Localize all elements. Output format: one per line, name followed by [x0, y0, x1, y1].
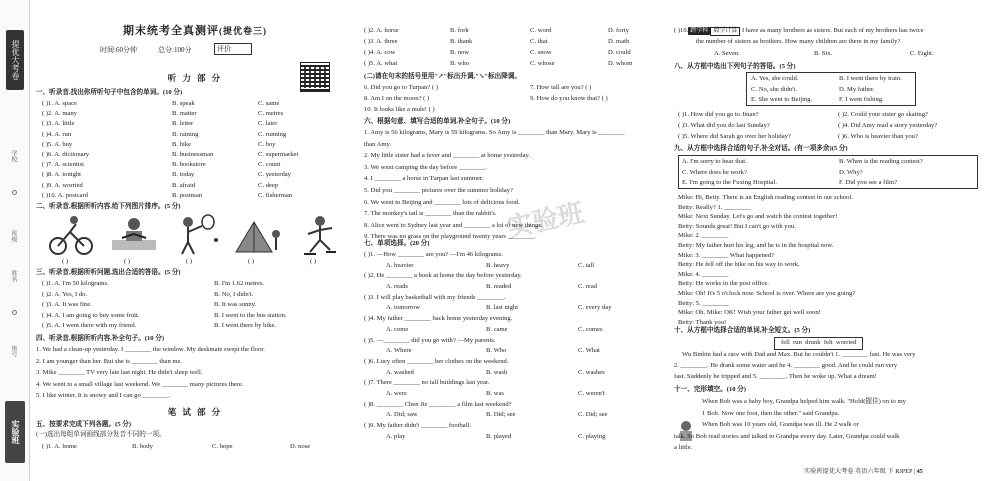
q4-sentence: 2. I am younger than her. But she is ________ than me.: [36, 357, 183, 365]
q6-sentence: 4. I ________ a horse in Turpan last summer.: [364, 175, 484, 183]
q5-option[interactable]: B. fork: [450, 27, 469, 34]
q7-option[interactable]: A. heavier: [386, 261, 414, 269]
q5b-item: 7. How tall are you? ( ): [530, 84, 592, 91]
q7-option[interactable]: C. tall: [578, 261, 595, 269]
q6-sentence: 8. Alice went to Sydney last year and ________ a lot of new things.: [364, 221, 543, 229]
q11-line: When Bob was a baby boy, Grandpa helped him walk. "Hold(握住) on to my: [702, 398, 906, 405]
q9-dialogue-line: Betty: He works in the post office.: [678, 280, 769, 288]
q7-question: ( )6. Lucy often ________ her clothes on the weekend.: [364, 358, 509, 365]
q7-question: ( )3. I will play basketball with my friends ________.: [364, 293, 506, 301]
q7-option[interactable]: A. Where: [386, 347, 412, 355]
exam-score: 总分:100分: [158, 46, 192, 54]
picture-camping-icon: [232, 214, 284, 256]
q3-option[interactable]: B. I'm 1.62 metres.: [214, 280, 265, 287]
q7-option[interactable]: C. Did; see: [578, 411, 608, 419]
q9-dialogue-line: Betty: He fell off the bike on his way to work.: [678, 261, 800, 269]
q9-box-choice: A. I'm sorry to hear that.: [682, 158, 747, 165]
q7-option[interactable]: B. readed: [486, 282, 512, 290]
q2-answer-bracket[interactable]: ( ): [248, 258, 255, 265]
q5-option[interactable]: B. thank: [450, 38, 473, 45]
binding-label-name: 姓名: [10, 270, 16, 282]
q5-option[interactable]: C. hope: [212, 443, 233, 450]
q5-option[interactable]: ( )2. A. horse: [364, 27, 399, 34]
q3-option[interactable]: B. I went to the bus station.: [214, 311, 287, 319]
q7-item-10-option[interactable]: B. Six.: [814, 50, 833, 57]
q5-subheading: (一)选出每组单词画线部分发音不同的一项。: [36, 431, 166, 438]
q7-option[interactable]: B. played: [486, 432, 512, 440]
q5-option[interactable]: D. nose: [290, 443, 311, 450]
q6-heading: 六、根据句意、填写合适的单词,补全句子。(10 分): [364, 118, 511, 125]
q9-box-choice: E. I'm going to the Fuxing Hospital.: [682, 179, 777, 187]
binding-logo: 实验班: [5, 401, 25, 463]
q8-box-choice: D. My father.: [839, 85, 875, 93]
q1-option[interactable]: C. supermarket: [258, 151, 299, 158]
q9-dialogue-line: Mike: Oh! It's 5 o'clock now. School is over. Where are you going?: [678, 290, 856, 297]
q5-option[interactable]: D. could: [608, 49, 631, 56]
q5-option[interactable]: B. body: [132, 443, 153, 450]
page-title: 期末统考全真测评(提优卷三): [123, 25, 267, 37]
q1-option[interactable]: ( )8. A. tonight: [42, 171, 82, 179]
q1-option[interactable]: ( )6. A. dictionary: [42, 151, 90, 158]
q7-option[interactable]: B. came: [486, 325, 508, 333]
q7-question: ( )7. There ________ no tall buildings last year.: [364, 379, 490, 387]
left-content: [36, 0, 354, 481]
q5-option[interactable]: C. whose: [530, 60, 555, 67]
q3-option[interactable]: ( )5. A. I went there with my friend.: [42, 322, 137, 329]
q1-option[interactable]: C. deep: [258, 181, 279, 189]
q2-heading: 二、听录音,根据所听内容,给下列图片排序。(5 分): [36, 203, 181, 210]
binding-brand: 提优大考卷: [6, 30, 24, 90]
q9-dialogue-line: Mike: Next Sunday. Let's go and watch the contest together!: [678, 213, 838, 221]
q9-dialogue-line: Betty: 5. ________: [678, 299, 729, 307]
q7-option[interactable]: C. washes: [578, 368, 605, 376]
q7-item-10-option[interactable]: C. Eight.: [910, 50, 934, 57]
q2-answer-bracket[interactable]: ( ): [62, 258, 69, 265]
q5-option[interactable]: D. forty: [608, 27, 629, 34]
q5-option[interactable]: C. word: [530, 27, 552, 34]
q9-dialogue-line: Betty: My father hurt his leg, and he is in the hospital now.: [678, 242, 834, 249]
binding-hole: [12, 190, 17, 195]
writing-section-title: 笔 试 部 分: [167, 407, 223, 417]
q5-option[interactable]: ( )1. A. home: [42, 443, 77, 450]
q6-sentence: than Amy.: [364, 140, 392, 148]
q1-option[interactable]: B. raining: [172, 130, 199, 138]
picture-cycling-icon: [46, 214, 98, 256]
binding-label-seat: 座号: [10, 345, 16, 357]
q3-option[interactable]: ( )3. A. It was fine.: [42, 301, 92, 308]
q7-question: ( )2. He ________ a book at home the day before yesterday.: [364, 272, 522, 280]
q5-option[interactable]: B. who: [450, 60, 470, 67]
q9-box-choice: D. Why?: [839, 168, 863, 176]
q5-option[interactable]: ( )5. A. what: [364, 60, 398, 67]
q3-option[interactable]: B. I went there by bike.: [214, 322, 277, 329]
q7-option[interactable]: C. What: [578, 347, 600, 355]
q1-option[interactable]: ( )5. A. buy: [42, 140, 73, 148]
q1-option[interactable]: B. letter: [172, 120, 194, 128]
q7-option[interactable]: B. Who: [486, 347, 507, 355]
q2-answer-bracket[interactable]: ( ): [310, 258, 317, 265]
q1-option[interactable]: C. same: [258, 100, 280, 107]
q7-option[interactable]: A. were: [386, 389, 407, 397]
picture-skating-icon: [294, 214, 346, 256]
q3-option[interactable]: ( )2. A. Yes, I do.: [42, 290, 88, 298]
q2-answer-bracket[interactable]: ( ): [186, 258, 193, 265]
q1-heading: 一、听录音,找出你所听句子中包含的单词。(10 分): [36, 89, 183, 96]
picture-tennis-icon: [170, 214, 222, 256]
q7-option[interactable]: B. wash: [486, 368, 508, 376]
q7-question: ( )9. My father didn't ________ football.: [364, 422, 472, 430]
q9-sentence-box: [678, 155, 978, 189]
q6-sentence: 7. The monkey's tail is ________ than the rabbit's.: [364, 210, 497, 218]
q8-item[interactable]: ( )6. Who is heavier than you?: [838, 132, 918, 140]
q11-line: a little.: [674, 444, 693, 451]
q4-sentence: 5. I like winter. It is snowy and I can go ________.: [36, 392, 171, 399]
q5b-item: 8. Am I on the moon? ( ): [364, 95, 430, 102]
q1-option[interactable]: B. matter: [172, 110, 197, 118]
q7-option[interactable]: A. reads: [386, 282, 408, 290]
q10-line: 2. ________. He drank some water and he 4. ________ good. And he could run very: [674, 362, 898, 369]
q4-sentence: 1. We had a clean-up yesterday. I ________ the window. My deskmate swept the floor.: [36, 346, 265, 353]
q1-option[interactable]: ( )3. A. little: [42, 120, 75, 128]
q8-box-choice: B. I went there by train.: [839, 75, 902, 82]
q1-option[interactable]: B. bookstore: [172, 161, 206, 169]
q7-question: ( )4. My father ________ back home yesterday evening.: [364, 315, 513, 323]
tag-math: 数学计算: [710, 27, 740, 36]
q3-option[interactable]: B. No, I didn't.: [214, 290, 254, 298]
q7-option[interactable]: C. comes: [578, 325, 603, 333]
page-middle: [356, 0, 668, 481]
q10-heading: 十、从方框中选择合适的单词,补全短文。(5 分): [674, 327, 811, 334]
q5-option[interactable]: ( )3. A. three: [364, 38, 398, 45]
q7-option[interactable]: A. play: [386, 432, 406, 440]
binding-label-school: 学校: [10, 150, 16, 162]
q9-dialogue-line: Betty: Sounds great! But I can't go with you.: [678, 222, 796, 230]
q6-sentence: 1. Amy is 56 kilograms, Mary is 59 kilograms. So Amy is ________ than Mary. Mary is ________: [364, 129, 625, 136]
q9-dialogue-line: Mike: 3. ________ What happened?: [678, 251, 775, 259]
q11-heading: 十一、完形填空。(10 分): [674, 386, 746, 393]
binding-hole: [12, 310, 17, 315]
binding-label-class: 班级: [10, 230, 16, 242]
exam-rating: 评价: [214, 43, 252, 55]
q7-item-10-option[interactable]: A. Seven.: [714, 50, 740, 57]
right-content: [674, 0, 996, 481]
q1-option[interactable]: ( )2. A. many: [42, 110, 77, 118]
q7-option[interactable]: A. washed: [386, 368, 414, 376]
q11-line: talk. So Bob read stories and talked to Grandpa every day. Later, Grandpa could walk: [674, 432, 900, 440]
middle-content: [364, 0, 664, 481]
q10-line: Wu Binbin had a race with Dad and Max. But he couldn't 1. ________ fast. He was very: [682, 351, 916, 358]
q5-option[interactable]: D. math: [608, 38, 630, 45]
q6-sentence: 5. Did you ________ pictures over the summer holiday?: [364, 187, 513, 194]
q7-option[interactable]: C. playing: [578, 432, 606, 440]
q5b-item: 9. How do you know that? ( ): [530, 95, 608, 102]
q7-option[interactable]: A. Did; saw: [386, 411, 418, 419]
q8-item[interactable]: ( )2. Could your sister go skating?: [838, 111, 928, 118]
q5b-heading: (二)请在句末的括号里用"↗"标出升调,"↘"标出降调。: [364, 73, 522, 80]
q7-item-10: ( )10. 跨学科 数学计算 I have as many brothers as sisters. But each of my brothers has twice: [674, 27, 924, 34]
page-footer: 实验班提优大考卷 英语六年级 下 RJPEP | 45: [804, 468, 923, 475]
picture-reading-icon: [108, 214, 160, 256]
q9-dialogue-line: Mike: Hi, Betty. There is an English reading contest in our school.: [678, 194, 853, 201]
page-right: [668, 0, 1000, 481]
q5-option[interactable]: C. that: [530, 38, 548, 45]
q1-option[interactable]: ( )7. A. scientist: [42, 161, 84, 169]
q1-option[interactable]: B. businessman: [172, 151, 214, 158]
q1-option[interactable]: B. postman: [172, 191, 203, 199]
q9-dialogue-line: Betty: Really? 1. ________: [678, 203, 751, 211]
q10-line: fast. Suddenly he tripped and 5. ________. Then he woke up. What a dream!: [674, 373, 877, 380]
q1-option[interactable]: ( )4. A. run: [42, 130, 72, 138]
q7-option[interactable]: A. tomorrow: [386, 304, 421, 312]
q5b-item: 10. It looks like a mule! ( ): [364, 106, 435, 113]
q8-box-choice: C. No, she didn't.: [751, 85, 797, 93]
q7-question: ( )5. —________ did you go with? —My parents.: [364, 336, 496, 344]
q6-sentence: 9. There was no grass on the playground twenty years ________.: [364, 233, 536, 241]
q2-pictures: [36, 214, 354, 266]
q1-option[interactable]: B. afraid: [172, 181, 196, 189]
q8-heading: 八、从方框中选出下列句子的答语。(5 分): [674, 63, 796, 70]
q4-heading: 四、听录音,根据所听内容,补全句子。(10 分): [36, 335, 165, 342]
q9-box-choice: B. When is the reading contest?: [839, 158, 923, 165]
q1-option[interactable]: ( )10. A. postcard: [42, 191, 88, 199]
q5b-item: 6. Did you go to Turpan? ( ): [364, 84, 438, 91]
q1-option[interactable]: C. count: [258, 161, 281, 169]
q7-option[interactable]: C. weren't: [578, 389, 605, 397]
q1-option[interactable]: C. boy: [258, 140, 276, 148]
q7-option[interactable]: C. every day: [578, 304, 612, 312]
q1-option[interactable]: C. fisherman: [258, 191, 293, 199]
q4-sentence: 4. We went to a small village last weekend. We ________ many pictures there.: [36, 380, 244, 388]
q9-dialogue-line: Mike: 2. ________: [678, 232, 729, 240]
q3-heading: 三、听录音,根据所听问题,选出合适的答语。(5 分): [36, 269, 181, 276]
q1-option[interactable]: B. bike: [172, 140, 192, 148]
q7-question: ( )8. ________ Chen Jie ________ a film last weekend?: [364, 400, 512, 408]
q6-sentence: 6. We went to Beijing and ________ lots of delicious food.: [364, 198, 520, 206]
q10-word-box: fell run drunk felt worried: [774, 337, 863, 350]
q7-item-10-line: the number of sisters as brothers. How many children are there in my family?: [696, 38, 901, 45]
page-number: 45: [916, 468, 923, 475]
q5-option[interactable]: C. snow: [530, 49, 552, 56]
q2-answer-bracket[interactable]: ( ): [124, 258, 131, 265]
q1-option[interactable]: B. today: [172, 171, 195, 179]
q1-option[interactable]: ( )1. A. space: [42, 100, 77, 107]
q7-option[interactable]: A. come: [386, 325, 409, 333]
q8-item[interactable]: ( )5. Where did Sarah go over her holiday?: [678, 132, 791, 140]
q1-option[interactable]: C. later: [258, 120, 278, 128]
exam-time: 时间:60分钟: [100, 46, 137, 54]
q1-option[interactable]: C. running: [258, 130, 287, 138]
q9-heading: 九、从方框中选择合适的句子,补全对话。(有一项多余)(5 分): [674, 145, 848, 152]
q7-option[interactable]: B. heavy: [486, 261, 510, 269]
q7-heading: 七、单项选择。(20 分): [364, 240, 430, 247]
q8-box-choice: A. Yes, she could.: [751, 75, 799, 82]
q9-box-choice: C. Where does he work?: [682, 168, 747, 176]
q8-box-choice: E. She went to Beijing.: [751, 96, 813, 104]
q7-question: ( )1. —How ________ are you? —I'm 46 kilograms.: [364, 251, 503, 258]
q9-box-choice: F. Did you see a film?: [839, 179, 898, 187]
q4-sentence: 3. Mike ________ TV very late last night. He didn't sleep well.: [36, 369, 203, 376]
binding-strip: [0, 0, 30, 481]
listening-section-title: 听 力 部 分: [167, 73, 223, 83]
q1-option[interactable]: B. speak: [172, 100, 195, 107]
page-left: [0, 0, 356, 481]
q7-option[interactable]: B. was: [486, 389, 504, 397]
q5-heading: 五、按要求完成下列各题。(5 分): [36, 421, 132, 428]
q1-option[interactable]: C. metres: [258, 110, 284, 118]
q6-sentence: 3. We went camping the day before ________.: [364, 163, 487, 171]
q7-option[interactable]: B. last night: [486, 304, 519, 312]
q1-option[interactable]: ( )9. A. worried: [42, 181, 83, 189]
q6-sentence: 2. My little sister had a fever and ________ at home yesterday.: [364, 152, 531, 160]
q9-dialogue-line: Betty: Thank you!: [678, 318, 727, 326]
q8-item[interactable]: ( )4. Did Amy read a story yesterday?: [838, 121, 938, 129]
q7-option[interactable]: B. Did; see: [486, 411, 516, 419]
q9-dialogue-line: Mike: 4. ________: [678, 270, 729, 278]
q3-option[interactable]: ( )1. A. I'm 50 kilograms.: [42, 280, 109, 287]
q3-option[interactable]: ( )4. A. I am going to buy some fruit.: [42, 311, 140, 319]
q11-line: When Bob was 10 years old, Grandpa was ill. He 2 walk or: [702, 421, 859, 428]
q3-option[interactable]: B. It was sunny.: [214, 301, 257, 308]
q8-item[interactable]: ( )3. What did you do last Sunday?: [678, 121, 770, 129]
tag-interdisciplinary: 跨学科: [690, 28, 709, 34]
q5-option[interactable]: B. now: [450, 49, 470, 56]
q11-line: 1 Bob. Now one foot, then the other." said Grandpa.: [702, 409, 840, 417]
q7-option[interactable]: C. read: [578, 282, 598, 290]
watermark-logo: 实验班: [504, 198, 587, 243]
q5-option[interactable]: D. whom: [608, 60, 633, 67]
q9-dialogue-line: Mike: Oh. Mike: OK! Wish your father get well soon!: [678, 309, 821, 317]
q8-box-choice: F. I went fishing.: [839, 96, 884, 104]
q8-item[interactable]: ( )1. How did you go to Jinan?: [678, 111, 759, 118]
q1-option[interactable]: C. yesterday: [258, 171, 291, 179]
q8-answer-box: [746, 72, 916, 106]
q5-option[interactable]: ( )4. A. cow: [364, 49, 396, 56]
